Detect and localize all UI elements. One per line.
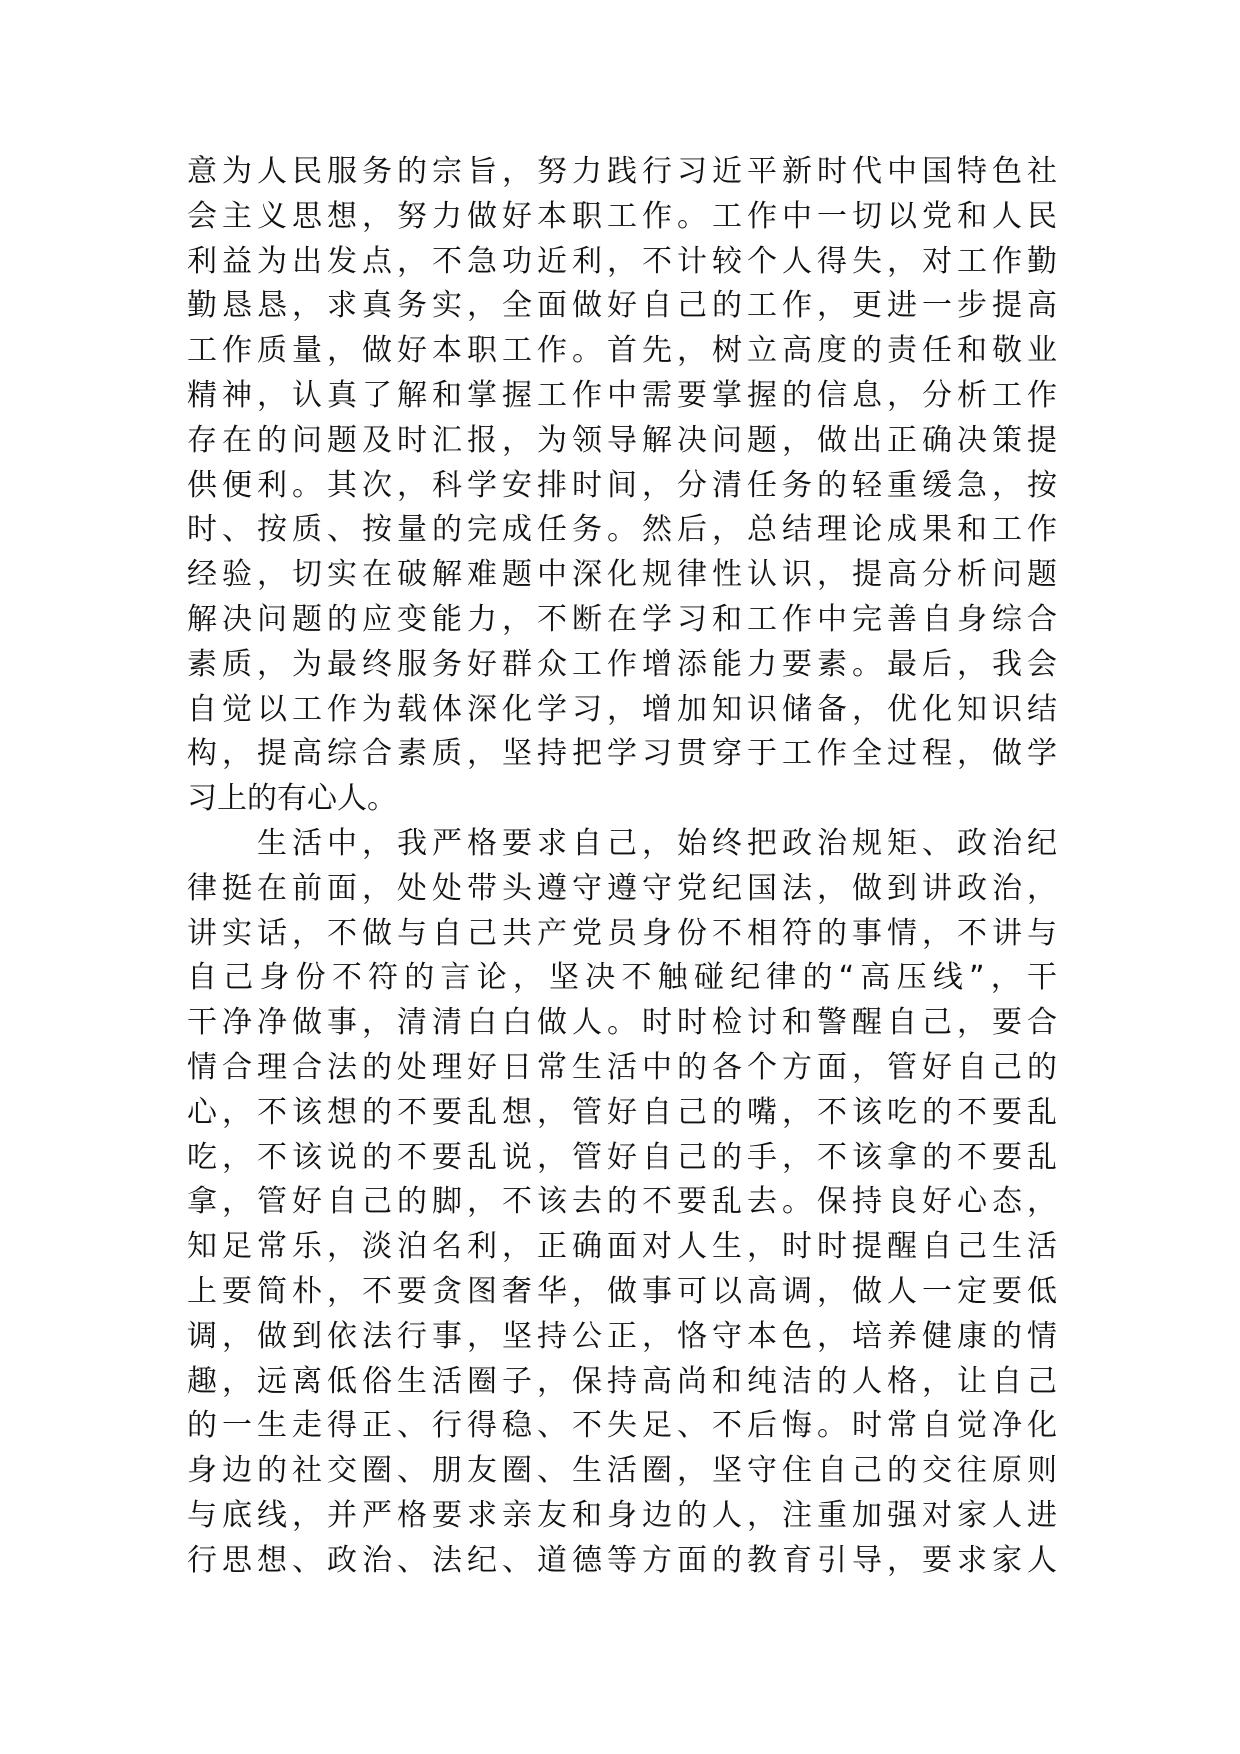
text-line: 会主义思想，努力做好本职工作。工作中一切以党和人民: [187, 198, 1057, 234]
text-line: 律挺在前面，处处带头遵守遵守党纪国法，做到讲政治，: [187, 870, 1057, 906]
text-line: 趣，远离低俗生活圈子，保持高尚和纯洁的人格，让自己: [187, 1363, 1057, 1399]
text-line: 干净净做事，清清白白做人。时时检讨和警醒自己，要合: [187, 1005, 1057, 1041]
text-line: 勤恳恳，求真务实，全面做好自己的工作，更进一步提高: [187, 288, 1057, 324]
text-line: 的一生走得正、行得稳、不失足、不后悔。时常自觉净化: [187, 1408, 1057, 1444]
text-line: 吃，不该说的不要乱说，管好自己的手，不该拿的不要乱: [187, 1139, 1057, 1175]
text-line: 与底线，并严格要求亲友和身边的人，注重加强对家人进: [187, 1497, 1057, 1533]
text-line: 精神，认真了解和掌握工作中需要掌握的信息，分析工作: [187, 377, 1057, 413]
text-line: 生活中，我严格要求自己，始终把政治规矩、政治纪: [187, 825, 1057, 861]
text-line: 时、按质、按量的完成任务。然后，总结理论成果和工作: [187, 512, 1057, 548]
text-line: 存在的问题及时汇报，为领导解决问题，做出正确决策提: [187, 422, 1057, 458]
text-line: 意为人民服务的宗旨，努力践行习近平新时代中国特色社: [187, 154, 1057, 189]
text-line: 上要简朴，不要贪图奢华，做事可以高调，做人一定要低: [187, 1273, 1057, 1309]
text-line: 行思想、政治、法纪、道德等方面的教育引导，要求家人: [187, 1542, 1057, 1578]
text-line: 调，做到依法行事，坚持公正，恪守本色，培养健康的情: [187, 1318, 1057, 1354]
text-line: 自觉以工作为载体深化学习，增加知识储备，优化知识结: [187, 691, 1057, 727]
body-text: [187, 150, 1057, 1584]
text-line: 习上的有心人。: [187, 781, 397, 817]
text-line: 情合理合法的处理好日常生活中的各个方面，管好自己的: [187, 1049, 1057, 1085]
text-line: 自己身份不符的言论，坚决不触碰纪律的“高压线”，干: [187, 960, 1057, 996]
text-line: 工作质量，做好本职工作。首先，树立高度的责任和敬业: [187, 333, 1057, 369]
text-line: 经验，切实在破解难题中深化规律性认识，提高分析问题: [187, 557, 1057, 593]
text-line: 利益为出发点，不急功近利，不计较个人得失，对工作勤: [187, 243, 1057, 279]
text-line: 素质，为最终服务好群众工作增添能力要素。最后，我会: [187, 646, 1057, 682]
text-line: 身边的社交圈、朋友圈、生活圈，坚守住自己的交往原则: [187, 1453, 1057, 1489]
text-line: 心，不该想的不要乱想，管好自己的嘴，不该吃的不要乱: [187, 1094, 1057, 1130]
text-line: 解决问题的应变能力，不断在学习和工作中完善自身综合: [187, 601, 1057, 637]
text-line: 拿，管好自己的脚，不该去的不要乱去。保持良好心态，: [187, 1184, 1057, 1220]
text-line: 供便利。其次，科学安排时间，分清任务的轻重缓急，按: [187, 467, 1057, 503]
text-line: 讲实话，不做与自己共产党员身份不相符的事情，不讲与: [187, 915, 1057, 951]
text-line: 构，提高综合素质，坚持把学习贯穿于工作全过程，做学: [187, 736, 1057, 772]
text-line: 知足常乐，淡泊名利，正确面对人生，时时提醒自己生活: [187, 1229, 1057, 1265]
